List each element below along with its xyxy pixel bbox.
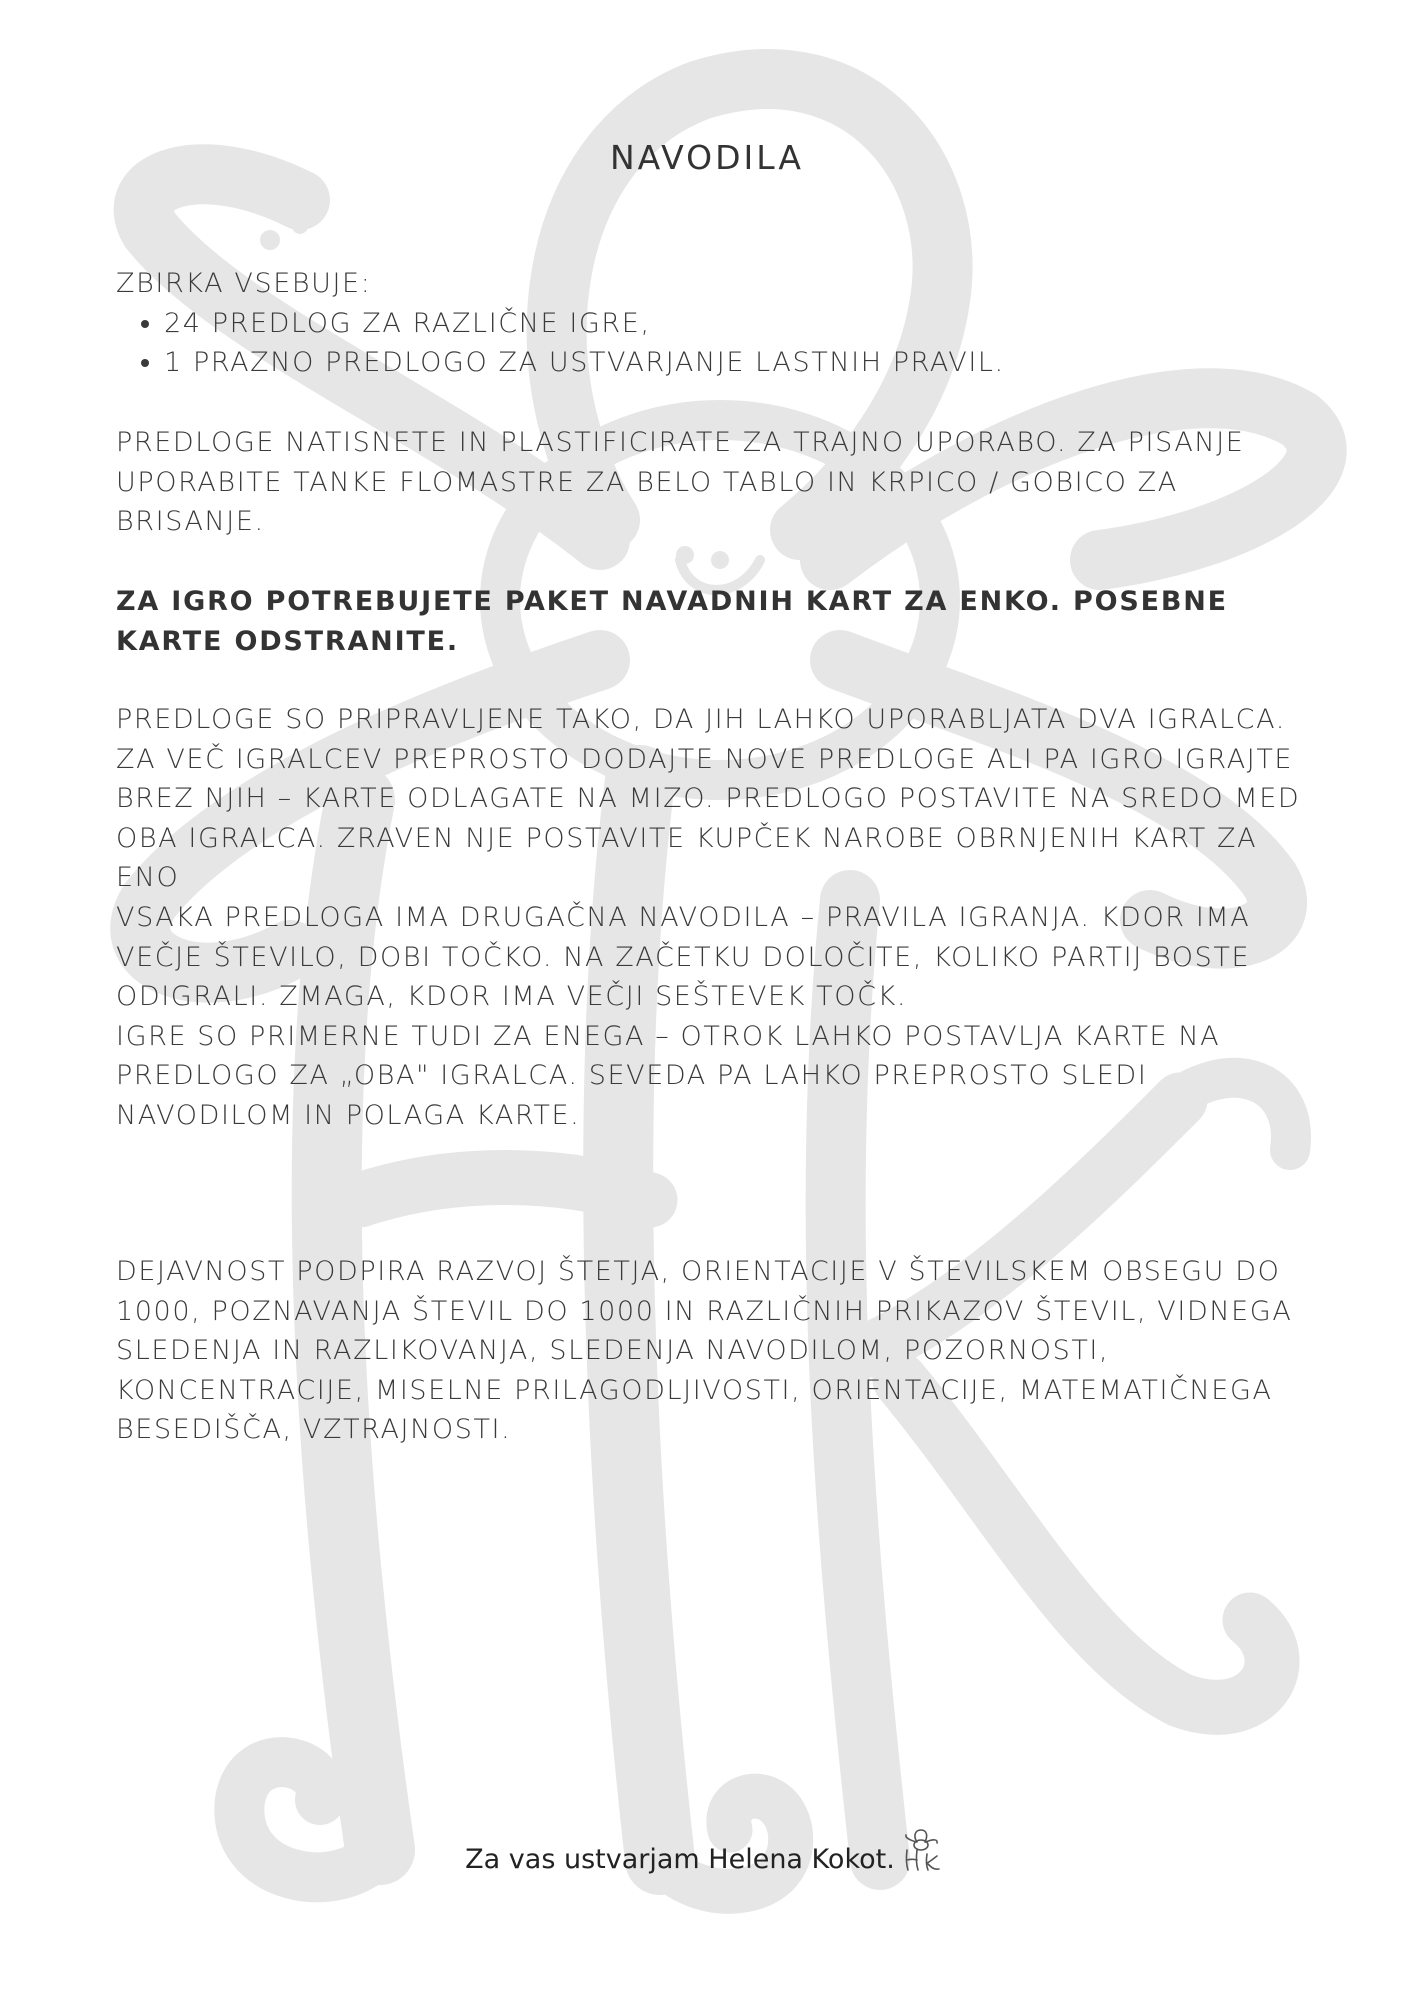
print-instructions-paragraph [116, 423, 1296, 542]
hk-small-logo-icon [897, 1828, 949, 1879]
players-paragraph [116, 700, 1316, 898]
cards-requirement-paragraph [116, 582, 1276, 661]
contents-list [116, 304, 1316, 383]
paragraph-text: DEJAVNOST PODPIRA RAZVOJ ŠTETJA, ORIENTACIJE V ŠTEVILSKEM OBSEGU DO 1000, POZNAVANJA ŠTEVIL DO 1000 IN RAZLIČNIH PRIKAZOV ŠTEVIL, VIDNEGA SLEDENJA IN RAZLIKOVANJA, SLEDENJA NAVODILOM, POZORNOSTI, KONCENTRACIJE, MISELNE PRILAGODLJIVOSTI, ORIENTACIJE, MATEMATIČNEGA BESEDIŠČA, VZTRAJNOSTI. [116, 1256, 1293, 1445]
contents-section [116, 264, 1316, 383]
paragraph-text: PREDLOGE NATISNETE IN PLASTIFICIRATE ZA TRAJNO UPORABO. ZA PISANJE UPORABITE TANKE FLOMASTRE ZA BELO TABLO IN KRPICO / GOBICO ZA BRISANJE. [116, 427, 1245, 537]
paragraph-text: VSAKA PREDLOGA IMA DRUGAČNA NAVODILA – PRAVILA IGRANJA. KDOR IMA VEČJE ŠTEVILO, DOBI TOČKO. NA ZAČETKU DOLOČITE, KOLIKO PARTIJ BOSTE ODIGRALI. ZMAGA, KDOR IMA VEČJI SEŠTEVEK TOČK. [116, 902, 1251, 1012]
contents-heading: ZBIRKA VSEBUJE: [116, 268, 372, 299]
skills-paragraph [116, 1252, 1296, 1450]
svg-text:hk: hk [896, 1828, 899, 1829]
paragraph-text: ZA IGRO POTREBUJETE PAKET NAVADNIH KART ZA ENKO. POSEBNE KARTE ODSTRANITE. [116, 586, 1228, 657]
page-title: NAVODILA [610, 138, 804, 177]
footer-text: Za vas ustvarjam Helena Kokot. [465, 1844, 895, 1875]
paragraph-text: PREDLOGE SO PRIPRAVLJENE TAKO, DA JIH LAHKO UPORABLJATA DVA IGRALCA. ZA VEČ IGRALCEV PREPROSTO DODAJTE NOVE PREDLOGE ALI PA IGRO IGRAJTE BREZ NJIH – KARTE ODLAGATE NA MIZO. PREDLOGO POSTAVITE NA SREDO MED OBA IGRALCA. ZRAVEN NJE POSTAVITE KUPČEK NAROBE OBRNJENIH KART ZA ENO [116, 704, 1301, 893]
footer-signature [0, 1828, 1414, 1879]
list-item: • 24 PREDLOG ZA RAZLIČNE IGRE, [164, 304, 1316, 344]
list-item: • 1 PRAZNO PREDLOGO ZA USTVARJANJE LASTNIH PRAVIL. [164, 343, 1316, 383]
paragraph-text: IGRE SO PRIMERNE TUDI ZA ENEGA – OTROK LAHKO POSTAVLJA KARTE NA PREDLOGO ZA „OBA" IGRALCA. SEVEDA PA LAHKO PREPROSTO SLEDI NAVODILOM IN POLAGA KARTE. [116, 1020, 1221, 1131]
rules-paragraph [116, 898, 1286, 1135]
